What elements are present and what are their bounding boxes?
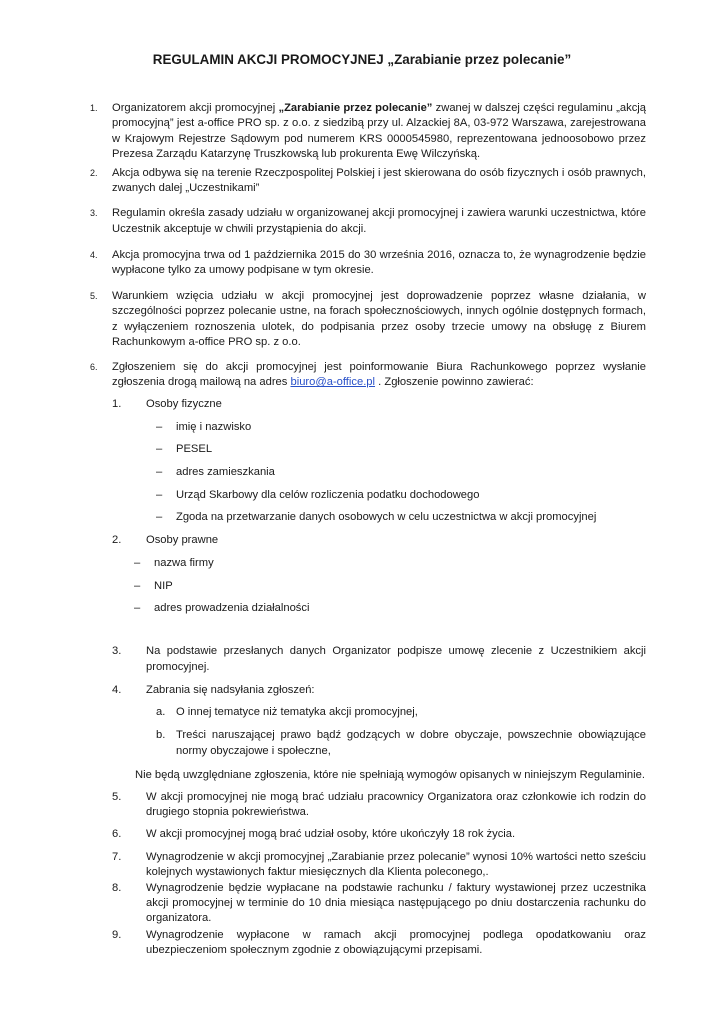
dash-marker: – bbox=[156, 466, 163, 479]
section-text: Regulamin określa zasady udziału w organizowanej akcji promocyjnej i zawiera warunki uczestnictwa, które Uczestnik akceptuje w chwili przystąpienia do akcji. bbox=[112, 207, 646, 235]
persons-item bbox=[156, 510, 646, 525]
text-part: Zgłoszeniem się do akcji promocyjnej jest poinformowanie Biura Rachunkowego poprzez wysłanie zgłoszenia drogą mailową na adres bbox=[112, 361, 646, 389]
legal-item-text: NIP bbox=[154, 579, 173, 592]
term-text: Zabrania się nadsyłania zgłoszeń: bbox=[146, 683, 315, 696]
term-text: Wynagrodzenie wypłacone w ramach akcji promocyjnej podlega opodatkowaniu oraz ubezpieczeniom społecznym zgodnie z obowiązującymi przepisami. bbox=[146, 928, 646, 956]
dash-marker: – bbox=[156, 420, 163, 433]
persons-item-text: PESEL bbox=[176, 443, 213, 456]
term-text: Na podstawie przesłanych danych Organizator podpisze umowę zlecenie z Uczestnikiem akcji promocyjnej. bbox=[146, 645, 646, 673]
term-6 bbox=[112, 827, 646, 842]
legal-number: 2. bbox=[112, 534, 122, 547]
dash-marker: – bbox=[134, 556, 141, 569]
section-3 bbox=[78, 206, 646, 236]
persons-heading bbox=[112, 397, 646, 412]
term-text: Wynagrodzenie w akcji promocyjnej „Zarabianie przez polecanie” wynosi 10% wartości netto sześciu kolejnych wystawionych faktur miesięcznych dla Klienta poleconego,. bbox=[146, 850, 646, 878]
term-number: 7. bbox=[112, 850, 122, 863]
email-link[interactable]: biuro@a-office.pl bbox=[290, 376, 376, 389]
term-3 bbox=[112, 644, 646, 674]
section-1 bbox=[78, 101, 646, 162]
term-4-a bbox=[156, 705, 646, 720]
legal-item bbox=[134, 579, 646, 594]
term-text: Wynagrodzenie będzie wypłacane na podstawie rachunku / faktury wystawionej przez uczestnika akcji promocyjnej w terminie do 10 dnia miesiąca następującego po dniu dostarczenia rachunku do organizatora. bbox=[146, 881, 646, 925]
term-4-b-text: Treści naruszającej prawo bądź godzących w dobre obyczaje, powszechnie obowiązujące normy obyczajowe i społeczne, bbox=[176, 729, 646, 757]
legal-item-text: adres prowadzenia działalności bbox=[154, 602, 310, 615]
persons-item-text: Urząd Skarbowy dla celów rozliczenia podatku dochodowego bbox=[176, 488, 480, 501]
term-7 bbox=[112, 850, 646, 880]
document-title: REGULAMIN AKCJI PROMOCYJNEJ „Zarabianie przez polecanie” bbox=[152, 52, 572, 67]
text-part: Organizatorem akcji promocyjnej bbox=[112, 102, 279, 115]
persons-item-text: Zgoda na przetwarzanie danych osobowych w celu uczestnictwa w akcji promocyjnej bbox=[176, 511, 597, 524]
section-number: 6. bbox=[90, 362, 98, 373]
letter-marker: a. bbox=[156, 706, 166, 719]
persons-item-text: imię i nazwisko bbox=[176, 420, 252, 433]
term-4-note: Nie będą uwzględniane zgłoszenia, które nie spełniają wymogów opisanych w niniejszym Regulaminie. bbox=[135, 768, 645, 781]
term-number: 9. bbox=[112, 928, 122, 941]
letter-marker: b. bbox=[156, 729, 166, 742]
persons-item bbox=[156, 465, 646, 480]
persons-item bbox=[156, 488, 646, 503]
term-4 bbox=[112, 683, 646, 698]
term-number: 3. bbox=[112, 645, 122, 658]
section-number: 3. bbox=[90, 208, 98, 219]
section-5 bbox=[78, 289, 646, 350]
section-text bbox=[112, 360, 646, 390]
persons-item-text: adres zamieszkania bbox=[176, 466, 275, 479]
term-text: W akcji promocyjnej nie mogą brać udziału pracownicy Organizatora oraz członkowie ich rodzin do drugiego stopnia pokrewieństwa. bbox=[146, 790, 646, 819]
term-number: 8. bbox=[112, 881, 122, 894]
legal-item-text: nazwa firmy bbox=[154, 556, 214, 569]
dash-marker: – bbox=[156, 488, 163, 501]
dash-marker: – bbox=[134, 602, 141, 615]
section-number: 5. bbox=[90, 291, 98, 302]
term-5 bbox=[112, 790, 646, 820]
dash-marker: – bbox=[134, 579, 141, 592]
text-part: . Zgłoszenie powinno zawierać: bbox=[375, 376, 534, 389]
legal-item bbox=[134, 601, 646, 616]
persons-label: Osoby fizyczne bbox=[146, 398, 222, 411]
section-6 bbox=[78, 360, 646, 390]
dash-marker: – bbox=[156, 511, 163, 524]
persons-number: 1. bbox=[112, 398, 122, 411]
term-8 bbox=[112, 881, 646, 927]
section-number: 1. bbox=[90, 103, 98, 114]
term-9 bbox=[112, 928, 646, 958]
term-4-a-text: O innej tematyce niż tematyka akcji promocyjnej, bbox=[176, 706, 418, 719]
section-4 bbox=[78, 248, 646, 278]
legal-label: Osoby prawne bbox=[146, 534, 219, 547]
promotion-name: „Zarabianie przez polecanie” bbox=[278, 102, 433, 115]
section-text: Akcja odbywa się na terenie Rzeczpospolitej Polskiej i jest skierowana do osób fizycznych i osób prawnych, zwanych dalej „Uczestnikami” bbox=[112, 167, 646, 195]
section-number: 4. bbox=[90, 249, 98, 260]
section-text bbox=[112, 101, 646, 162]
term-4-b bbox=[156, 728, 646, 758]
dash-marker: – bbox=[156, 443, 163, 456]
term-number: 4. bbox=[112, 683, 122, 696]
section-text: Akcja promocyjna trwa od 1 października 2015 do 30 września 2016, oznacza to, że wynagrodzenie będzie wypłacone tylko za umowy podpisane w tym okresie. bbox=[112, 248, 646, 277]
section-number: 2. bbox=[90, 168, 98, 179]
persons-item bbox=[156, 420, 646, 435]
section-text: Warunkiem wzięcia udziału w akcji promocyjnej jest doprowadzenie poprzez własne działania, w szczególności poprzez polecanie ustne, na forach społecznościowych, innych ogólnie dostępnych formach, z wyłączeniem roznoszenia ulotek, do podpisania przez osoby trzecie umowy na obsługę z Biurem Rachunkowym a-office PRO sp. z o.o. bbox=[112, 290, 646, 348]
term-text: W akcji promocyjnej mogą brać udział osoby, które ukończyły 18 rok życia. bbox=[146, 828, 516, 841]
term-number: 6. bbox=[112, 828, 122, 841]
term-number: 5. bbox=[112, 790, 122, 803]
legal-item bbox=[134, 556, 646, 571]
text-part: zwanej w dalszej części regulaminu „akcją promocyjną” jest a-office PRO sp. z o.o. z siedzibą przy ul. Alzackiej 8A, 03-972 Warszawa, zarejestrowana w Krajowym Rejestrze Sądowym pod numerem KRS 0000545980, reprezentowana jednoosobowo przez Prezesa Zarządu Katarzynę Truszkowską lub prokurenta Ewę Wilczyńską. bbox=[112, 102, 646, 160]
persons-item bbox=[156, 442, 646, 457]
section-2 bbox=[78, 166, 646, 196]
legal-heading bbox=[112, 533, 646, 548]
